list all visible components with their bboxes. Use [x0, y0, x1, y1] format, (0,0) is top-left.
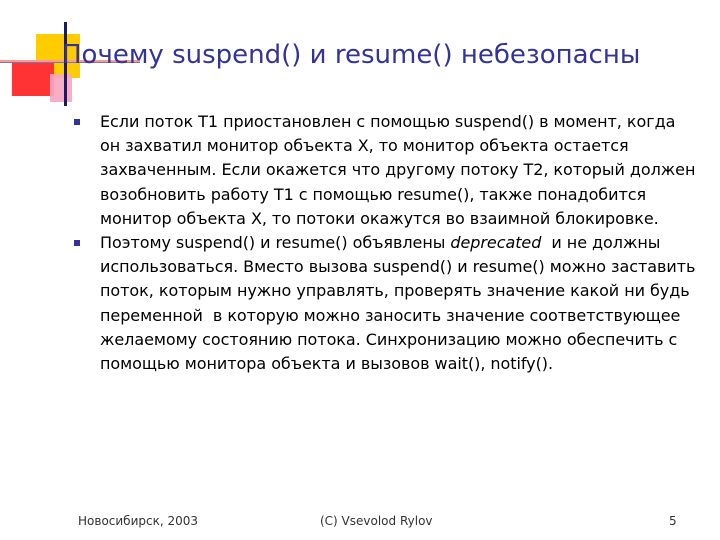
bullet-emphasis: deprecated: [450, 233, 542, 253]
footer-author: (C) Vsevolod Rylov: [320, 514, 433, 528]
bullet-item: [70, 231, 700, 376]
bullet-list: [70, 110, 700, 376]
bullet-text-before: Поэтому suspend() и resume() объявлены: [100, 233, 451, 253]
bullet-text: Если поток T1 приостановлен с помощью suspend() в момент, когда он захватил монитор объекта X, то монитор объекта остается захваченным. Если окажется что другому потоку T2, который должен возобновить работу T1 с помощью resume(), также понадобится монитор объекта X, то потоки окажутся во взаимной блокировке.: [100, 112, 696, 228]
deco-pink-square: [50, 74, 72, 102]
footer-location: Новосибирск, 2003: [78, 514, 199, 528]
bullet-item: [70, 110, 700, 231]
bullet-marker-icon: [74, 119, 80, 125]
slide-title: Почему suspend() и resume() небезопасны: [62, 40, 641, 70]
bullet-text-after: и не должны использоваться. Вместо вызова suspend() и resume() можно заставить поток, которым нужно управлять, проверять значение какой ни будь переменной в которую можно заносить значение соответствующее желаемому состоянию потока. Синхронизацию можно обеспечить с помощью монитора объекта и вызовов wait(), notify().: [100, 233, 701, 374]
bullet-marker-icon: [74, 240, 80, 246]
deco-red-square: [12, 60, 54, 96]
footer-page-number: 5: [669, 514, 677, 528]
